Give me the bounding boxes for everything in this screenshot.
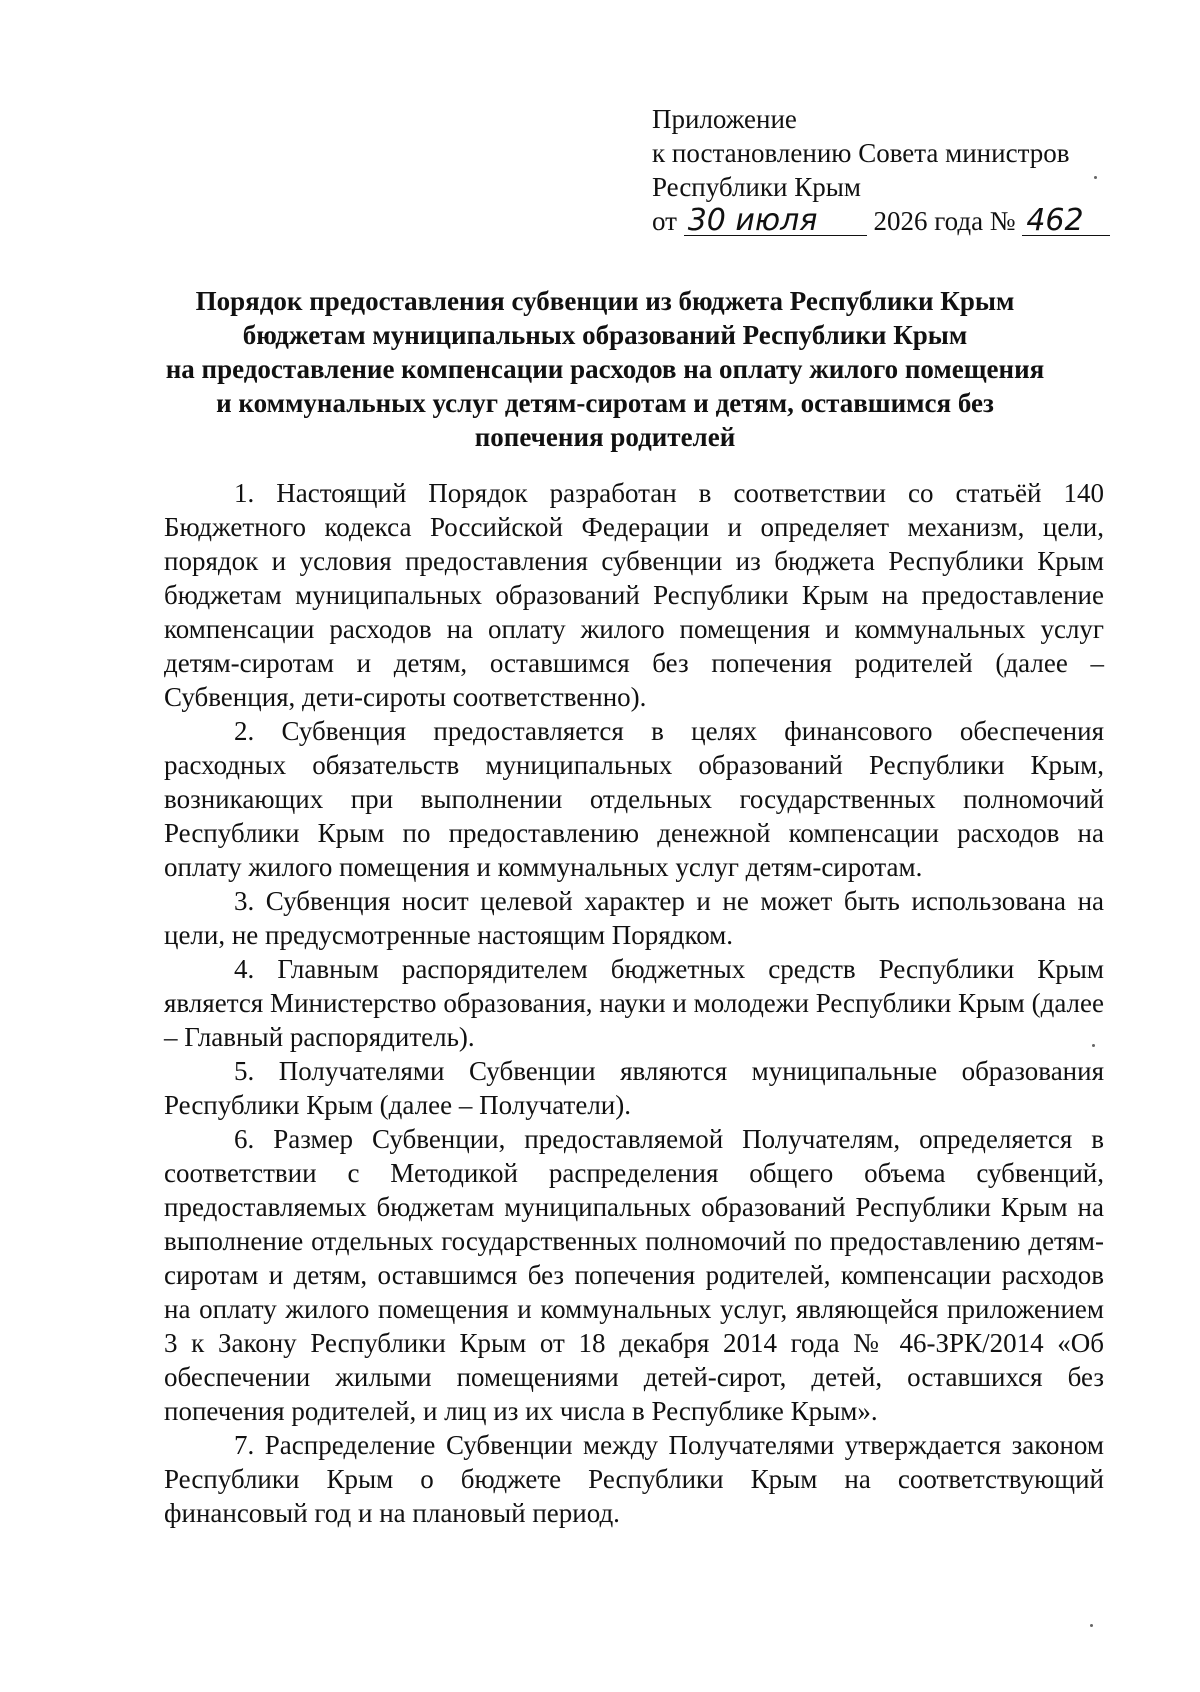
appendix-line-1: Приложение [652,104,797,134]
title-line-4: и коммунальных услуг детям-сиротам и детям, оставшимся без [216,388,994,418]
title-line-3: на предоставление компенсации расходов на оплату жилого помещения [165,354,1045,384]
title-line-2: бюджетам муниципальных образований Республики Крым [242,320,968,350]
year-text: 2026 года № [873,206,1016,236]
scan-speck [1090,1624,1093,1627]
paragraph-4: 4. Главным распорядителем бюджетных средств Республики Крым является Министерство образования, науки и молодежи Республики Крым (далее – Главный распорядитель). [164,954,1104,1052]
handwritten-number: 462 [1022,207,1110,236]
paragraph-6: 6. Размер Субвенции, предоставляемой Получателям, определяется в соответствии с Методикой распределения общего объема субвенций, предоставляемых бюджетам муниципальных образований Республики Крым на выполнение отдельных государственных полномочий по предоставлению детям-сиротам и детям, оставшимся без попечения родителей, компенсации расходов на оплату жилого помещения и коммунальных услуг, являющейся приложением 3 к Закону Республики Крым от 18 декабря 2014 года № 46-ЗРК/2014 «Об обеспечении жилыми помещениями детей-сирот, детей, оставшихся без попечения родителей, и лиц из их числа в Республике Крым». [164,1124,1104,1426]
document-body [164,476,1104,1530]
paragraph-7: 7. Распределение Субвенции между Получателями утверждается законом Республики Крым о бюджете Республики Крым на соответствующий финансовый год и на плановый период. [164,1430,1104,1528]
appendix-line-3: Республики Крым [652,172,861,202]
appendix-line-2: к постановлению Совета министров [652,138,1070,168]
appendix-date-line [652,204,1132,238]
document-title [130,284,1080,454]
handwritten-date: 30 июля [684,207,867,236]
scan-speck [1094,176,1097,179]
paragraph-1: 1. Настоящий Порядок разработан в соответствии со статьёй 140 Бюджетного кодекса Российской Федерации и определяет механизм, цели, порядок и условия предоставления субвенции из бюджета Республики Крым бюджетам муниципальных образований Республики Крым на предоставление компенсации расходов на оплату жилого помещения и коммунальных услуг детям-сиротам и детям, оставшимся без попечения родителей (далее – Субвенция, дети-сироты соответственно). [164,478,1104,712]
paragraph-2: 2. Субвенция предоставляется в целях финансового обеспечения расходных обязательств муниципальных образований Республики Крым, возникающих при выполнении отдельных государственных полномочий Республики Крым по предоставлению денежной компенсации расходов на оплату жилого помещения и коммунальных услуг детям-сиротам. [164,716,1104,882]
appendix-block [652,102,1132,238]
title-line-1: Порядок предоставления субвенции из бюджета Республики Крым [195,286,1015,316]
paragraph-5: 5. Получателями Субвенции являются муниципальные образования Республики Крым (далее – Получатели). [164,1056,1104,1120]
paragraph-3: 3. Субвенция носит целевой характер и не может быть использована на цели, не предусмотренные настоящим Порядком. [164,886,1104,950]
date-prefix: от [652,206,677,236]
scan-speck [1092,1044,1095,1047]
title-line-5: попечения родителей [474,422,736,452]
